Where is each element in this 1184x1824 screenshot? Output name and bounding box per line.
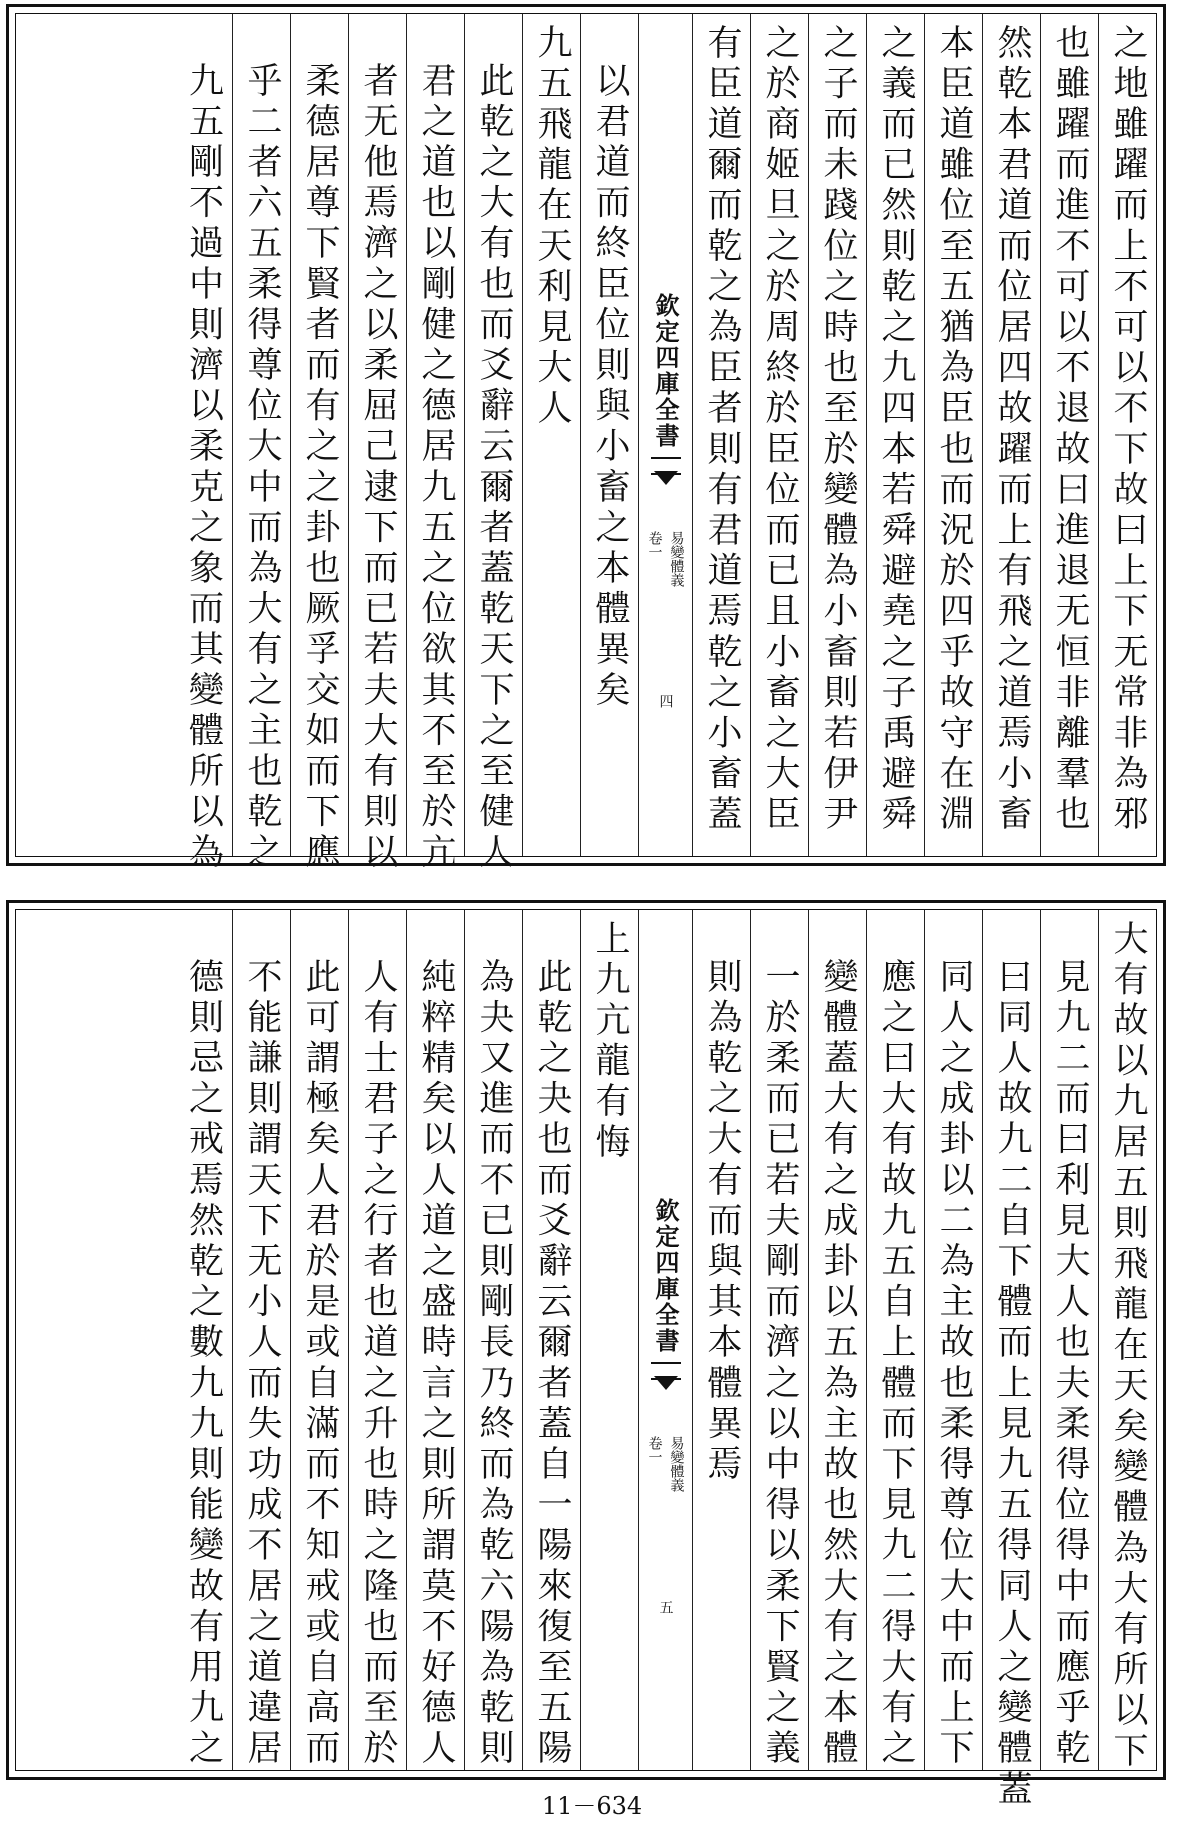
column-text: 為夬又進而不已則剛長乃終而為乾六陽為乾則 bbox=[474, 958, 514, 1770]
column-text: 然乾本君道而位居四故躍而上有飛之道焉小畜 bbox=[992, 24, 1032, 836]
text-column bbox=[348, 910, 406, 1770]
column-text: 柔德居尊下賢者而有之之卦也厥孚交如而下應 bbox=[300, 62, 340, 874]
column-text: 同人之成卦以二為主故也柔得尊位大中而上下 bbox=[934, 958, 974, 1770]
column-heading: 上九亢龍有悔 bbox=[590, 920, 630, 1164]
text-column bbox=[406, 910, 464, 1770]
column-text: 一於柔而已若夫剛而濟之以中得以柔下賢之義 bbox=[760, 958, 800, 1770]
text-column bbox=[866, 910, 924, 1770]
column-text: 大有故以九居五則飛龍在天矣變體為大有所以下 bbox=[1108, 920, 1148, 1773]
text-column bbox=[692, 14, 750, 856]
text-column bbox=[866, 14, 924, 856]
text-frame bbox=[15, 13, 1157, 874]
volume-label: 卷一 bbox=[646, 531, 663, 559]
book-title: 欽定四庫全書 bbox=[651, 293, 680, 449]
page-reference: 11－634 bbox=[541, 1792, 643, 1820]
column-text: 之子而未踐位之時也至於變體為小畜則若伊尹 bbox=[818, 24, 858, 836]
column-text: 此乾之夬也而爻辭云爾者蓋自一陽來復至五陽 bbox=[532, 958, 572, 1770]
column-text: 此可謂極矣人君於是或自滿而不知戒或自高而 bbox=[300, 958, 340, 1770]
text-column bbox=[290, 14, 348, 874]
fish-tail-mark-icon bbox=[651, 1362, 681, 1396]
fish-tail-mark-icon bbox=[651, 457, 681, 491]
column-text: 之地雖躍而上不可以不下故曰上下无常非為邪 bbox=[1108, 24, 1148, 836]
text-column bbox=[982, 14, 1040, 856]
column-text: 也雖躍而進不可以不退故曰進退无恒非離羣也 bbox=[1050, 24, 1090, 836]
text-column bbox=[808, 14, 866, 856]
text-column bbox=[692, 910, 750, 1770]
column-text: 之於商姬旦之於周終於臣位而已且小畜之大臣 bbox=[760, 24, 800, 836]
column-text: 九五剛不過中則濟以柔克之象而其變體所以為 bbox=[183, 62, 224, 874]
book-name: 易變體義 bbox=[668, 1436, 685, 1492]
text-column bbox=[406, 14, 464, 874]
text-column bbox=[464, 14, 522, 874]
text-column bbox=[290, 910, 348, 1770]
text-column bbox=[924, 14, 982, 856]
page-top bbox=[6, 4, 1166, 874]
text-column bbox=[174, 910, 232, 1770]
text-column bbox=[1098, 14, 1156, 856]
column-text: 則為乾之大有而與其本體異焉 bbox=[702, 958, 742, 1486]
column-text: 人有士君子之行者也道之升也時之隆也而至於 bbox=[358, 958, 398, 1770]
text-column bbox=[580, 910, 638, 1770]
column-text: 變體蓋大有之成卦以五為主故也然大有之本體 bbox=[818, 958, 858, 1770]
column-text: 德則忌之戒焉然乾之數九九則能變故有用九之 bbox=[183, 958, 224, 1770]
text-column bbox=[750, 910, 808, 1770]
center-gutter bbox=[638, 910, 692, 1770]
column-text: 以君道而終臣位則與小畜之本體異矣 bbox=[590, 62, 630, 712]
text-column bbox=[464, 910, 522, 1770]
text-column bbox=[808, 910, 866, 1770]
book-title: 欽定四庫全書 bbox=[651, 1198, 680, 1354]
column-text: 本臣道雖位至五猶為臣也而況於四乎故守在淵 bbox=[934, 24, 974, 836]
center-gutter bbox=[638, 14, 692, 856]
text-column bbox=[750, 14, 808, 856]
text-column bbox=[522, 14, 580, 856]
text-column bbox=[924, 910, 982, 1770]
column-text: 不能謙則謂天下无小人而失功成不居之道違居 bbox=[242, 958, 282, 1770]
text-column bbox=[232, 910, 290, 1770]
column-text: 見九二而曰利見大人也夫柔得位得中而應乎乾 bbox=[1050, 958, 1090, 1770]
column-text: 曰同人故九二自下體而上見九五得同人之變體蓋 bbox=[992, 958, 1032, 1811]
leaf-number: 四 bbox=[657, 694, 674, 708]
gutter-subtitle bbox=[645, 531, 687, 587]
text-column bbox=[348, 14, 406, 874]
book-name: 易變體義 bbox=[668, 531, 685, 587]
column-text: 之義而已然則乾之九四本若舜避堯之子禹避舜 bbox=[876, 24, 916, 836]
text-column bbox=[232, 14, 290, 874]
column-text: 有臣道爾而乾之為臣者則有君道焉乾之小畜蓋 bbox=[702, 24, 742, 836]
gutter-subtitle bbox=[645, 1436, 687, 1492]
text-column bbox=[1098, 910, 1156, 1773]
column-text: 此乾之大有也而爻辭云爾者蓋乾天下之至健人 bbox=[474, 62, 514, 874]
text-column bbox=[580, 14, 638, 856]
column-text: 君之道也以剛健之德居九五之位欲其不至於亢 bbox=[416, 62, 456, 874]
column-heading: 九五飛龍在天利見大人 bbox=[532, 24, 572, 430]
volume-label: 卷一 bbox=[646, 1436, 663, 1464]
text-column bbox=[1040, 14, 1098, 856]
text-column bbox=[522, 910, 580, 1770]
text-column bbox=[1040, 910, 1098, 1770]
column-text: 者无他焉濟之以柔屈己逮下而已若夫大有則以 bbox=[358, 62, 398, 874]
column-text: 純粹精矣以人道之盛時言之則所謂莫不好德人 bbox=[416, 958, 456, 1770]
column-text: 乎二者六五柔得尊位大中而為大有之主也乾之 bbox=[242, 62, 282, 874]
text-column bbox=[982, 910, 1040, 1811]
leaf-number: 五 bbox=[657, 1600, 674, 1614]
text-column bbox=[174, 14, 232, 874]
column-text: 應之曰大有故九五自上體而下見九二得大有之 bbox=[876, 958, 916, 1770]
